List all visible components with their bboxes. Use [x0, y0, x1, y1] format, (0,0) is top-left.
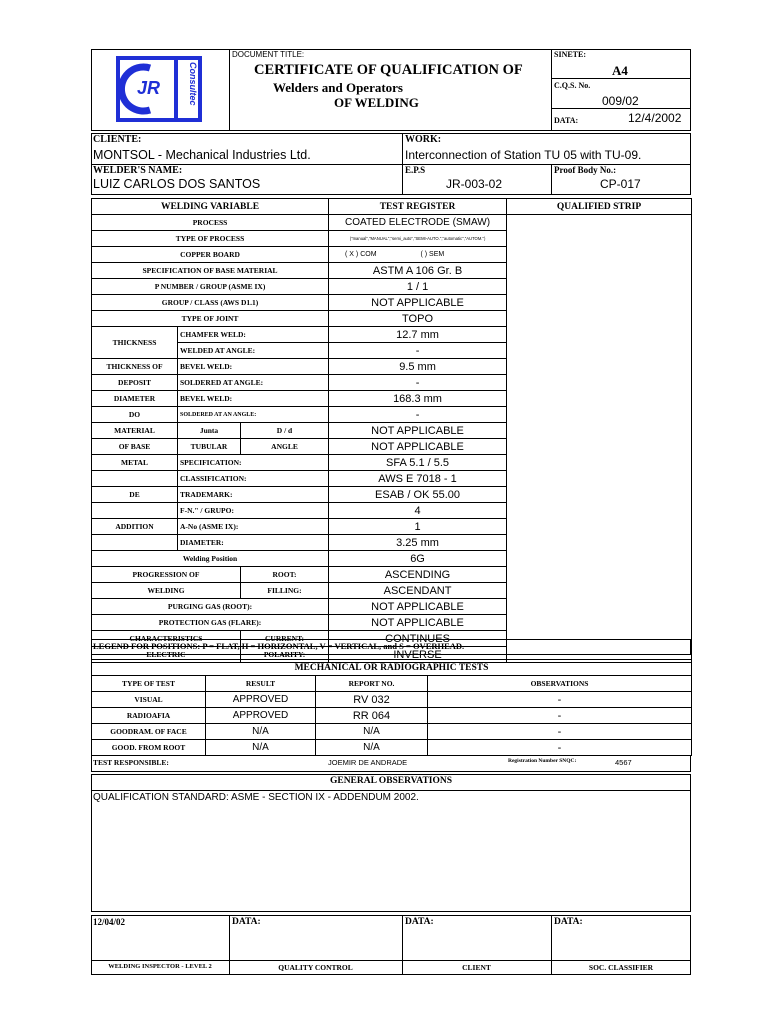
- joint-label: TYPE OF JOINT: [92, 311, 329, 327]
- metal-addition-label-3: ADDITION: [92, 519, 178, 535]
- col-welding-variable: WELDING VARIABLE: [92, 199, 329, 215]
- test-result: APPROVED: [206, 708, 316, 724]
- tests-col-observations: OBSERVATIONS: [428, 676, 692, 692]
- signature-date-3: DATA:: [405, 917, 434, 927]
- test-report: N/A: [316, 740, 428, 756]
- trademark-label: TRADEMARK:: [178, 487, 329, 503]
- test-observation: -: [428, 740, 692, 756]
- role-quality-control: QUALITY CONTROL: [278, 963, 353, 972]
- welded-angle-value: -: [329, 343, 507, 359]
- purging-gas-label: PURGING GAS (ROOT):: [92, 599, 329, 615]
- title-line2: Welders and Operators: [273, 80, 403, 95]
- signature-date-4: DATA:: [554, 917, 583, 927]
- classification-label: CLASSIFICATION:: [178, 471, 329, 487]
- polarity-label: POLARITY:: [241, 647, 329, 663]
- test-type: RADIOAFIA: [92, 708, 206, 724]
- test-observation: -: [428, 692, 692, 708]
- col-test-register: TEST REGISTER: [329, 199, 507, 215]
- filling-value: ASCENDANT: [329, 583, 507, 599]
- test-report: RV 032: [316, 692, 428, 708]
- pnumber-value: 1 / 1: [329, 279, 507, 295]
- polarity-value: INVERSE: [329, 647, 507, 663]
- tests-col-type: TYPE OF TEST: [92, 676, 206, 692]
- welding-variables-table: [91, 198, 692, 663]
- chamfer-value: 12.7 mm: [329, 327, 507, 343]
- tests-table: [91, 659, 692, 756]
- thickness-label: THICKNESS: [92, 327, 178, 359]
- company-logo: [116, 56, 202, 122]
- type-process-value: ("manual","MANUAL","semi_auto","SEMI-AUTO.","automatic","AUTOM."): [329, 231, 507, 247]
- thickness-deposit-label-1: THICKNESS OF: [92, 359, 178, 375]
- dd-label: D / d: [241, 423, 329, 439]
- table-row: [92, 692, 692, 708]
- chamfer-label: CHAMFER WELD:: [178, 327, 329, 343]
- characteristics-label-2: ELECTRIC: [92, 647, 241, 663]
- test-result: N/A: [206, 724, 316, 740]
- diameter-base-label-3: MATERIAL: [92, 423, 178, 439]
- title-line1: CERTIFICATE OF QUALIFICATION OF: [254, 62, 523, 78]
- type-process-label: TYPE OF PROCESS: [92, 231, 329, 247]
- bevel-weld-1-value: 9.5 mm: [329, 359, 507, 375]
- sinete-value: A4: [612, 63, 628, 78]
- process-value: COATED ELECTRODE (SMAW): [329, 215, 507, 231]
- client-label: CLIENTE:: [93, 134, 142, 145]
- work-value: Interconnection of Station TU 05 with TU-09.: [405, 148, 642, 162]
- metal-addition-blank-2: [92, 503, 178, 519]
- junta-value: NOT APPLICABLE: [329, 423, 507, 439]
- tests-title: MECHANICAL OR RADIOGRAPHIC TESTS: [92, 660, 692, 676]
- proof-value: CP-017: [600, 177, 641, 191]
- fn-label: F-N." / GRUPO:: [178, 503, 329, 519]
- table-row: [92, 724, 692, 740]
- eps-value: JR-003-02: [446, 177, 503, 191]
- logo-brand: Consultec: [188, 62, 198, 106]
- role-welding-inspector: WELDING INSPECTOR - LEVEL 2: [108, 963, 212, 970]
- test-type: GOODRAM. OF FACE: [92, 724, 206, 740]
- position-value: 6G: [329, 551, 507, 567]
- copper-com: ( X ) COM: [345, 250, 377, 258]
- soldered-angle-1-label: SOLDERED AT ANGLE:: [178, 375, 329, 391]
- responsible-value: JOEMIR DE ANDRADE: [328, 758, 408, 767]
- test-report: N/A: [316, 724, 428, 740]
- metal-addition-label-1: METAL: [92, 455, 178, 471]
- signature-date-2: DATA:: [232, 917, 261, 927]
- spec-base-label: SPECIFICATION OF BASE MATERIAL: [92, 263, 329, 279]
- document-title-label: DOCUMENT TITLE:: [232, 50, 305, 59]
- fn-value: 4: [329, 503, 507, 519]
- copper-sem: ( ) SEM: [420, 250, 445, 258]
- diameter-base-label-4: OF BASE: [92, 439, 178, 455]
- copper-board-label: COPPER BOARD: [92, 247, 329, 263]
- observations-title: GENERAL OBSERVATIONS: [329, 776, 453, 786]
- observations-text: QUALIFICATION STANDARD: ASME - SECTION IX - ADDENDUM 2002.: [93, 792, 419, 803]
- trademark-value: ESAB / OK 55.00: [329, 487, 507, 503]
- client-value: MONTSOL - Mechanical Industries Ltd.: [93, 148, 311, 162]
- progression-label-2: WELDING: [92, 583, 241, 599]
- signature-date-1: 12/04/02: [93, 917, 126, 927]
- work-label: WORK:: [405, 134, 442, 145]
- spec-base-value: ASTM A 106 Gr. B: [329, 263, 507, 279]
- metal-addition-label-2: DE: [92, 487, 178, 503]
- header-date-label: DATA:: [554, 116, 579, 125]
- soldered-angle-2-label: SOLDERED AT AN ANGLE:: [178, 407, 329, 423]
- role-client: CLIENT: [462, 963, 491, 972]
- junta-label: Junta: [178, 423, 241, 439]
- bevel-weld-2-label: BEVEL WELD:: [178, 391, 329, 407]
- registration-value: 4567: [615, 758, 632, 767]
- logo-initials: JR: [137, 78, 161, 98]
- joint-value: TOPO: [329, 311, 507, 327]
- registration-label: Registration Number SNQC:: [508, 758, 577, 764]
- diameter-base-label-1: DIAMETER: [92, 391, 178, 407]
- characteristics-label-1: CHARACTERISTICS: [92, 631, 241, 647]
- ano-label: A-No (ASME IX):: [178, 519, 329, 535]
- metal-addition-blank-3: [92, 535, 178, 551]
- pnumber-label: P NUMBER / GROUP (ASME IX): [92, 279, 329, 295]
- position-label: Welding Position: [92, 551, 329, 567]
- table-row: [92, 708, 692, 724]
- current-value: CONTINUES: [329, 631, 507, 647]
- tests-col-result: RESULT: [206, 676, 316, 692]
- group-label: GROUP / CLASS (AWS D1.1): [92, 295, 329, 311]
- test-result: APPROVED: [206, 692, 316, 708]
- header-date-value: 12/4/2002: [628, 111, 682, 125]
- eps-label: E.P.S: [405, 165, 426, 175]
- tubular-label: TUBULAR: [178, 439, 241, 455]
- test-observation: -: [428, 708, 692, 724]
- metal-addition-blank-1: [92, 471, 178, 487]
- tubular-value: NOT APPLICABLE: [329, 439, 507, 455]
- qualified-strip-cell: [507, 215, 692, 663]
- test-report: RR 064: [316, 708, 428, 724]
- root-value: ASCENDING: [329, 567, 507, 583]
- test-result: N/A: [206, 740, 316, 756]
- test-type: GOOD. FROM ROOT: [92, 740, 206, 756]
- diameter-value: 3.25 mm: [329, 535, 507, 551]
- current-label: CURRENT:: [241, 631, 329, 647]
- specification-label: SPECIFICATION:: [178, 455, 329, 471]
- angle-label: ANGLE: [241, 439, 329, 455]
- bevel-weld-1-label: BEVEL WELD:: [178, 359, 329, 375]
- specification-value: SFA 5.1 / 5.5: [329, 455, 507, 471]
- protection-gas-label: PROTECTION GAS (FLARE):: [92, 615, 329, 631]
- bevel-weld-2-value: 168.3 mm: [329, 391, 507, 407]
- diameter-base-label-2: DO: [92, 407, 178, 423]
- table-row: [92, 740, 692, 756]
- test-type: VISUAL: [92, 692, 206, 708]
- cqs-value: 009/02: [602, 94, 639, 108]
- proof-label: Proof Body No.:: [554, 165, 617, 175]
- tests-col-report: REPORT NO.: [316, 676, 428, 692]
- role-soc-classifier: SOC. CLASSIFIER: [588, 963, 654, 972]
- progression-label-1: PROGRESSION OF: [92, 567, 241, 583]
- root-label: ROOT:: [241, 567, 329, 583]
- responsible-label: TEST RESPONSIBLE:: [93, 758, 169, 767]
- welder-label: WELDER'S NAME:: [93, 165, 183, 176]
- soldered-angle-2-value: -: [329, 407, 507, 423]
- legend-text: LEGEND FOR POSITIONS: P = FLAT, H = HORIZONTAL, V = VERTICAL, and S = OVERHEAD.: [93, 641, 465, 651]
- process-label: PROCESS: [92, 215, 329, 231]
- group-value: NOT APPLICABLE: [329, 295, 507, 311]
- classification-value: AWS E 7018 - 1: [329, 471, 507, 487]
- welded-angle-label: WELDED AT ANGLE:: [178, 343, 329, 359]
- welder-value: LUIZ CARLOS DOS SANTOS: [93, 177, 261, 191]
- test-observation: -: [428, 724, 692, 740]
- thickness-deposit-label-2: DEPOSIT: [92, 375, 178, 391]
- filling-label: FILLING:: [241, 583, 329, 599]
- purging-gas-value: NOT APPLICABLE: [329, 599, 507, 615]
- ano-value: 1: [329, 519, 507, 535]
- title-line3: OF WELDING: [334, 95, 419, 110]
- copper-board-value: [329, 247, 507, 263]
- protection-gas-value: NOT APPLICABLE: [329, 615, 507, 631]
- sinete-label: SINETE:: [554, 50, 587, 59]
- cqs-label: C.Q.S. No.: [554, 81, 591, 90]
- diameter-label: DIAMETER:: [178, 535, 329, 551]
- soldered-angle-1-value: -: [329, 375, 507, 391]
- col-qualified-strip: QUALIFIED STRIP: [507, 199, 692, 215]
